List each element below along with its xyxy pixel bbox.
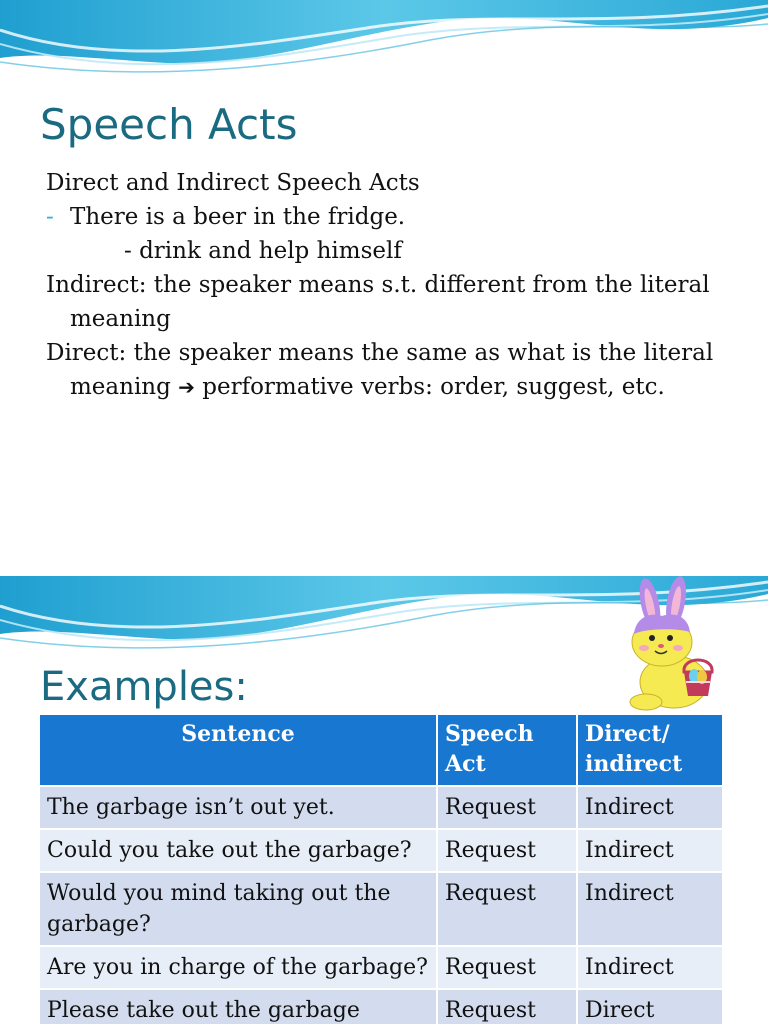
- cell-speech-act: Request: [438, 830, 576, 871]
- body-line-heading: Direct and Indirect Speech Acts: [46, 170, 420, 196]
- direct-definition-text: Direct: the speaker means the same as what is the literal meaning: [46, 340, 714, 400]
- header-sentence: Sentence: [40, 715, 436, 785]
- cell-direct-indirect: Indirect: [578, 947, 722, 988]
- cell-speech-act: Request: [438, 990, 576, 1024]
- table-row: [40, 787, 722, 828]
- table-row: [40, 830, 722, 871]
- slide-examples: [0, 576, 768, 1024]
- examples-table: [38, 713, 724, 1024]
- cell-direct-indirect: Indirect: [578, 873, 722, 945]
- table-row: [40, 873, 722, 945]
- direct-definition: [46, 336, 736, 404]
- cell-speech-act: Request: [438, 787, 576, 828]
- arrow-right-icon: ➔: [178, 375, 195, 399]
- indirect-definition: Indirect: the speaker means s.t. different from the literal meaning: [46, 272, 710, 332]
- cell-sentence: Please take out the garbage: [40, 990, 436, 1024]
- bunny-icon: [622, 576, 722, 716]
- table-row: [40, 947, 722, 988]
- page-title: Examples:: [40, 664, 248, 710]
- wave-header-decoration: [0, 0, 768, 90]
- bullet-item: [46, 200, 736, 234]
- cell-sentence: Would you mind taking out the garbage?: [40, 873, 436, 945]
- table-row: [40, 990, 722, 1024]
- sub-item: - drink and help himself: [124, 238, 402, 264]
- slide-body: [46, 166, 736, 404]
- header-speech-act: Speech Act: [438, 715, 576, 785]
- cell-direct-indirect: Indirect: [578, 830, 722, 871]
- cell-sentence: The garbage isn’t out yet.: [40, 787, 436, 828]
- cell-sentence: Could you take out the garbage?: [40, 830, 436, 871]
- header-direct-indirect: Direct/ indirect: [578, 715, 722, 785]
- cell-direct-indirect: Indirect: [578, 787, 722, 828]
- bullet-dash: -: [46, 204, 54, 230]
- cell-sentence: Are you in charge of the garbage?: [40, 947, 436, 988]
- bullet-text: There is a beer in the fridge.: [70, 204, 406, 230]
- table-header-row: [40, 715, 722, 785]
- cell-speech-act: Request: [438, 947, 576, 988]
- cell-direct-indirect: Direct: [578, 990, 722, 1024]
- page-title: Speech Acts: [40, 100, 298, 149]
- performative-verbs-text: performative verbs: order, suggest, etc.: [202, 374, 665, 400]
- cell-speech-act: Request: [438, 873, 576, 945]
